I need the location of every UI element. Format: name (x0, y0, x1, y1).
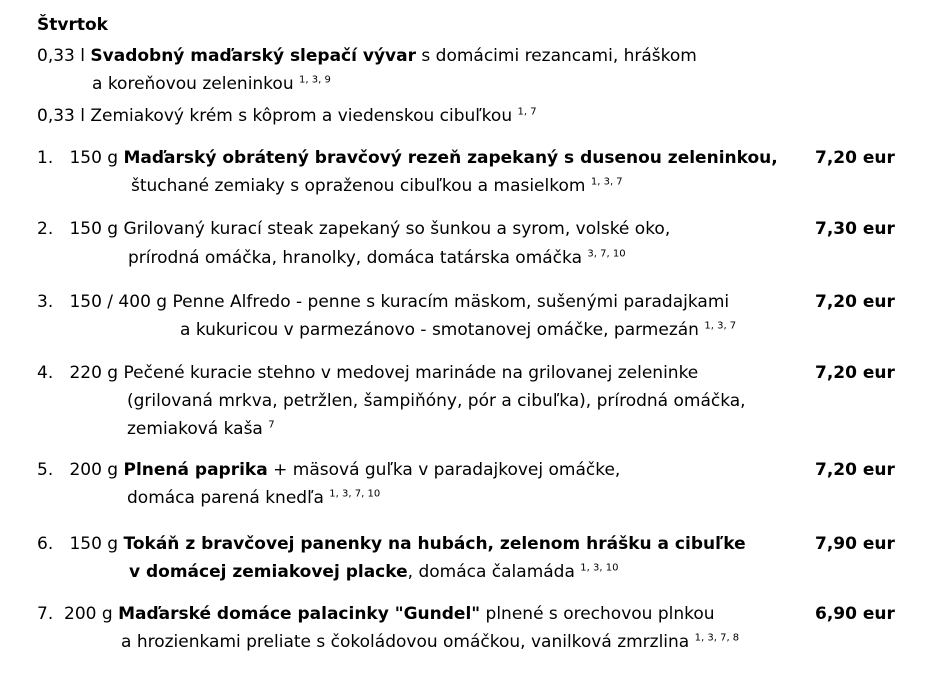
soup-desc: a koreňovou zeleninkou (92, 74, 294, 94)
item-desc: zemiaková kaša (127, 419, 263, 439)
item-qty: 200 g (64, 604, 119, 624)
item-price: 7,20 eur (815, 460, 895, 480)
menu-item-4-line3 (127, 418, 275, 440)
item-qty: 200 g (69, 460, 124, 480)
item-qty: 150 g (69, 534, 124, 554)
item-price: 7,90 eur (815, 534, 895, 554)
item-name: 150 / 400 g Penne Alfredo - penne s kuracím mäskom, sušenými paradajkami (69, 292, 730, 312)
item-desc: a hrozienkami preliate s čokoládovou omáčkou, vanilková zmrzlina (121, 632, 690, 652)
item-name: 220 g Pečené kuracie stehno v medovej marináde na grilovanej zeleninke (69, 363, 699, 383)
menu-item-6-line2 (129, 561, 618, 583)
allergens: 1, 3, 9 (299, 74, 331, 86)
item-name: Plnená paprika (123, 460, 268, 480)
item-price: 6,90 eur (815, 604, 895, 624)
item-price: 7,20 eur (815, 292, 895, 312)
item-number: 3. (37, 292, 54, 312)
item-desc: , domáca čalamáda (407, 562, 575, 582)
item-desc: (grilovaná mrkva, petržlen, šampiňóny, pór a cibuľka), prírodná omáčka, (127, 391, 746, 411)
item-desc: a kukuricou v parmezánovo - smotanovej omáčke, parmezán (180, 320, 699, 340)
allergens: 1, 3, 7, 10 (329, 488, 381, 500)
soup-2 (37, 105, 537, 127)
allergens: 1, 7 (517, 106, 537, 118)
item-price: 7,20 eur (815, 363, 895, 383)
menu-item-1 (37, 147, 778, 169)
allergens: 1, 3, 10 (580, 562, 619, 574)
soup-desc: s domácimi rezancami, hráškom (415, 46, 697, 66)
item-name: 150 g Grilovaný kurací steak zapekaný so šunkou a syrom, volské oko, (69, 219, 671, 239)
item-number: 6. (37, 534, 54, 554)
menu-item-5-line2 (127, 487, 380, 509)
item-qty: 150 g (69, 148, 124, 168)
item-desc: prírodná omáčka, hranolky, domáca tatárska omáčka (128, 248, 582, 268)
menu-item-3-line2 (180, 319, 736, 341)
menu-item-4-line2 (127, 390, 746, 412)
item-price: 7,30 eur (815, 219, 895, 239)
soup-1-line2 (92, 73, 331, 95)
menu-item-7-line2 (121, 631, 739, 653)
menu-item-1-line2 (131, 175, 623, 197)
item-name: Tokáň z bravčovej panenky na hubách, zelenom hrášku a cibuľke (123, 534, 746, 554)
item-number: 4. (37, 363, 54, 383)
item-number: 7. (37, 604, 54, 624)
menu-item-5 (37, 459, 620, 481)
soup-name: 0,33 l Zemiakový krém s kôprom a viedenskou cibuľkou (37, 106, 513, 126)
allergens: 1, 3, 7 (590, 176, 623, 188)
item-name: Maďarský obrátený bravčový rezeň zapekaný s dusenou zeleninkou, (123, 148, 778, 168)
item-name-cont: v domácej zemiakovej placke (129, 562, 408, 582)
item-desc: plnené s orechovou plnkou (480, 604, 715, 624)
menu-item-4 (37, 362, 698, 384)
soup-qty: 0,33 l (37, 46, 91, 66)
menu-item-2 (37, 218, 670, 240)
allergens: 1, 3, 7 (704, 320, 737, 332)
soup-name: Svadobný maďarský slepačí vývar (90, 46, 416, 66)
menu-item-2-line2 (128, 247, 626, 269)
item-desc: + mäsová guľka v paradajkovej omáčke, (267, 460, 621, 480)
menu-item-3 (37, 291, 729, 313)
allergens: 7 (268, 419, 275, 431)
item-number: 5. (37, 460, 54, 480)
allergens: 1, 3, 7, 8 (694, 632, 740, 644)
item-desc: štuchané zemiaky s opraženou cibuľkou a masielkom (131, 176, 586, 196)
item-number: 1. (37, 148, 54, 168)
soup-1 (37, 45, 697, 67)
item-desc: domáca parená knedľa (127, 488, 324, 508)
menu-item-6 (37, 533, 746, 555)
item-price: 7,20 eur (815, 148, 895, 168)
day-heading: Štvrtok (37, 15, 108, 35)
item-number: 2. (37, 219, 54, 239)
menu-item-7 (37, 603, 715, 625)
allergens: 3, 7, 10 (587, 248, 626, 260)
item-name: Maďarské domáce palacinky "Gundel" (118, 604, 481, 624)
